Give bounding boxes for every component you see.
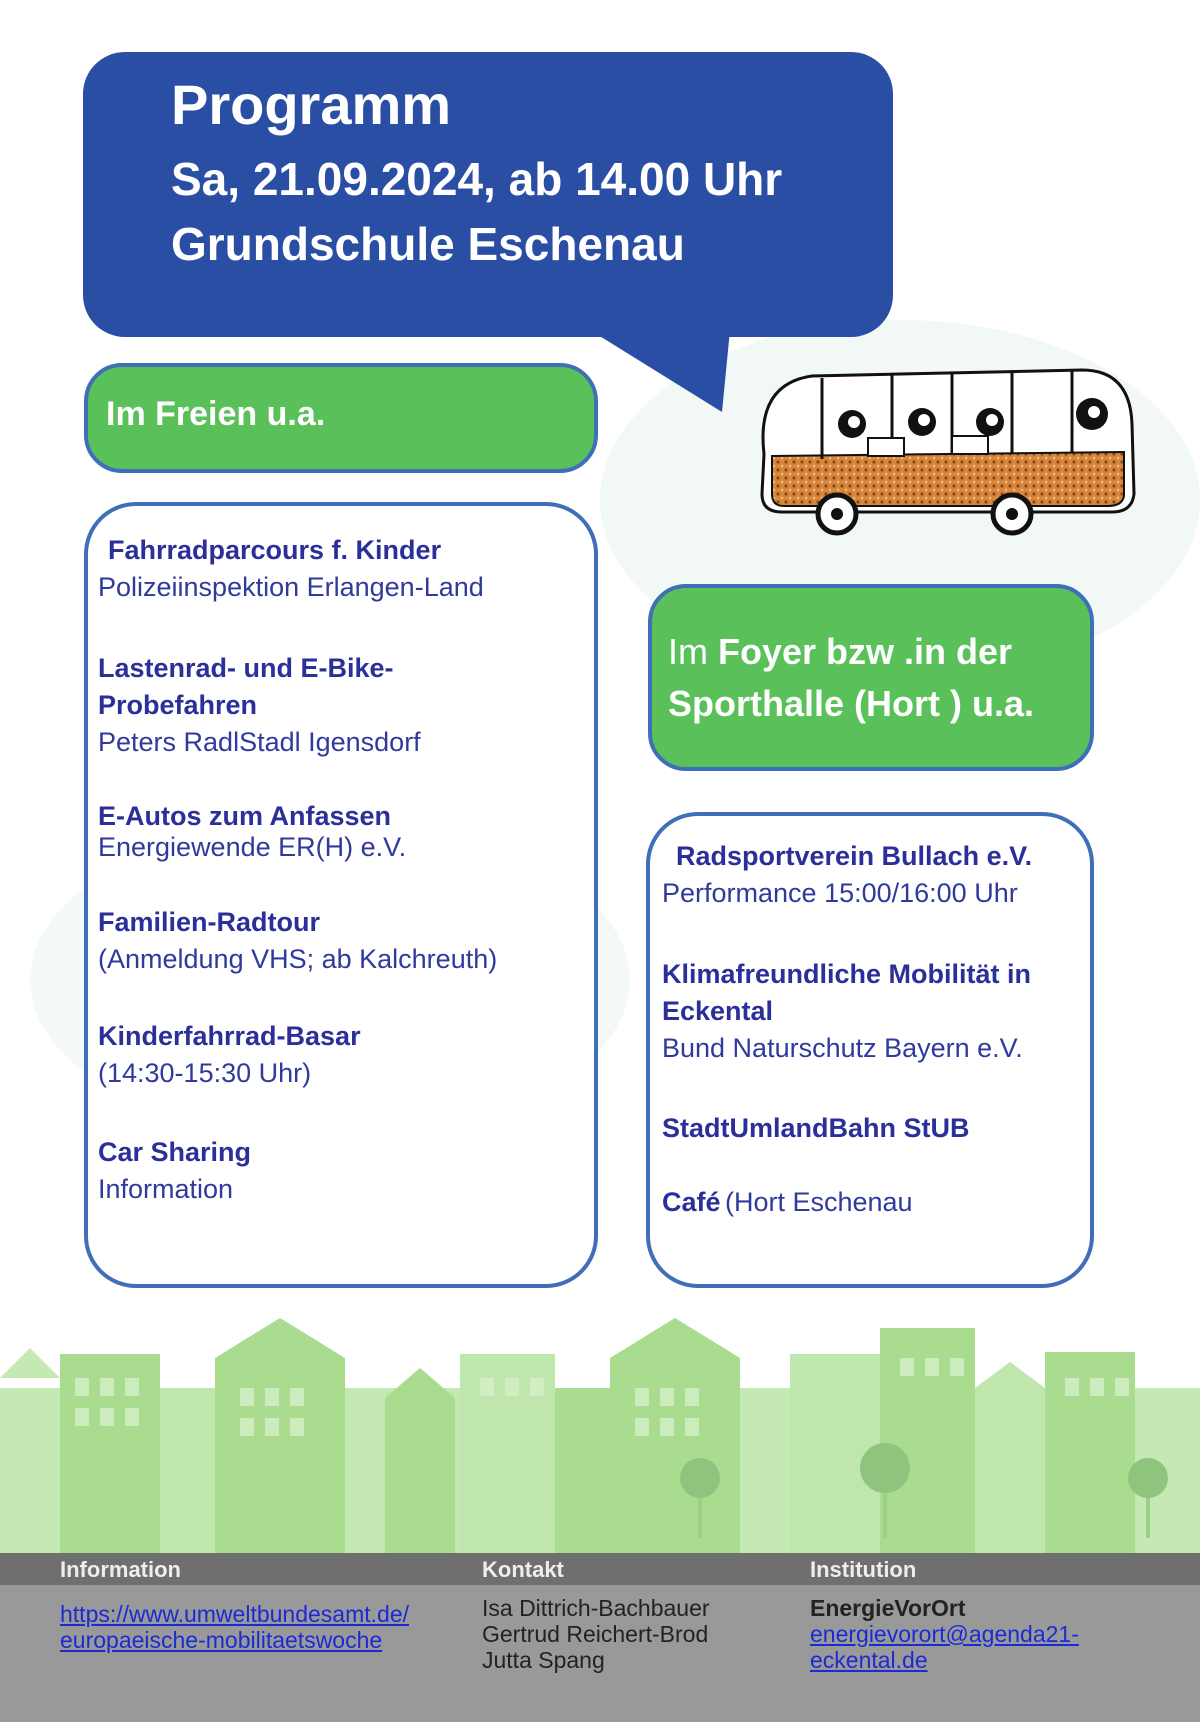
program-title: Programm — [171, 73, 452, 136]
footer-institution — [810, 1595, 1079, 1673]
institution-email-link[interactable]: energievorort@agenda21- — [810, 1621, 1079, 1647]
item-title: StadtUmlandBahn StUB — [662, 1113, 970, 1143]
item-subtitle: Bund Naturschutz Bayern e.V. — [662, 1033, 1023, 1063]
indoor-heading-bold: Foyer bzw .in der — [718, 631, 1013, 672]
institution-email-link[interactable]: eckental.de — [810, 1647, 928, 1673]
item-subtitle: Peters RadlStadl Igensdorf — [98, 727, 421, 757]
item-title: Kinderfahrrad-Basar — [98, 1021, 361, 1051]
event-location: Grundschule Eschenau — [171, 218, 685, 270]
list-item — [98, 532, 594, 606]
item-title: Probefahren — [98, 690, 258, 720]
footer-heading-contact: Kontakt — [482, 1557, 564, 1582]
indoor-heading-pill — [648, 584, 1094, 771]
list-item — [662, 956, 1090, 1067]
list-item — [662, 1110, 1090, 1147]
item-title: Café — [662, 1187, 721, 1217]
outdoor-heading: Im Freien u.a. — [106, 395, 326, 433]
item-title: E-Autos zum Anfassen — [98, 801, 392, 831]
umweltbundesamt-link[interactable]: europaeische-mobilitaetswoche — [60, 1627, 383, 1653]
header-bubble — [83, 52, 893, 337]
list-item — [98, 1134, 594, 1208]
item-title: Fahrradparcours f. Kinder — [108, 535, 442, 565]
outdoor-heading-pill — [84, 363, 598, 473]
item-subtitle: (Hort Eschenau — [724, 1187, 913, 1217]
item-title: Radsportverein Bullach e.V. — [676, 841, 1033, 871]
footer — [0, 1553, 1200, 1722]
indoor-program-box — [646, 812, 1094, 1288]
item-subtitle: Performance 15:00/16:00 Uhr — [662, 878, 1018, 908]
city-skyline-illustration — [0, 1318, 1200, 1558]
footer-heading-institution: Institution — [810, 1557, 917, 1582]
item-subtitle: Information — [98, 1174, 234, 1204]
list-item — [98, 800, 594, 862]
item-subtitle: Polizeiinspektion Erlangen-Land — [98, 572, 484, 602]
contact-name: Gertrud Reichert-Brod — [482, 1621, 709, 1647]
indoor-heading — [668, 626, 1034, 730]
footer-heading-information: Information — [60, 1557, 181, 1582]
event-date: Sa, 21.09.2024, ab 14.00 Uhr — [171, 153, 783, 205]
footer-information — [60, 1601, 409, 1653]
item-subtitle: (14:30-15:30 Uhr) — [98, 1058, 312, 1088]
item-title: Lastenrad- und E-Bike- — [98, 653, 394, 683]
list-item — [98, 1018, 594, 1092]
bus-illustration — [752, 364, 1137, 536]
item-title: Car Sharing — [98, 1137, 252, 1167]
bubble-tail — [590, 330, 730, 420]
list-item — [662, 838, 1090, 912]
item-title: Klimafreundliche Mobilität in — [662, 959, 1032, 989]
umweltbundesamt-link[interactable]: https://www.umweltbundesamt.de/ — [60, 1601, 409, 1627]
list-item — [98, 904, 594, 978]
contact-name: Isa Dittrich-Bachbauer — [482, 1595, 710, 1621]
list-item — [98, 650, 594, 761]
footer-contact — [482, 1595, 710, 1673]
item-subtitle: (Anmeldung VHS; ab Kalchreuth) — [98, 944, 498, 974]
outdoor-program-box — [84, 502, 598, 1288]
list-item — [662, 1184, 1090, 1221]
item-title: Eckental — [662, 996, 774, 1026]
indoor-heading-prefix: Im — [668, 631, 708, 672]
indoor-heading-line2: Sporthalle (Hort ) u.a. — [668, 683, 1035, 724]
contact-name: Jutta Spang — [482, 1647, 605, 1673]
item-subtitle: Energiewende ER(H) e.V. — [98, 832, 407, 862]
institution-name: EnergieVorOrt — [810, 1595, 966, 1621]
item-title: Familien-Radtour — [98, 907, 321, 937]
